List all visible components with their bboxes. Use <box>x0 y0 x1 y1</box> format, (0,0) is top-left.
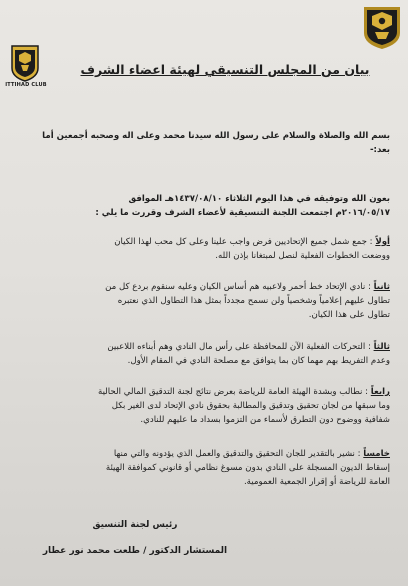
item-label: ثالثاً <box>373 342 390 352</box>
item-label: خامساً <box>363 449 390 459</box>
ittihad-club-logo-right <box>361 4 403 50</box>
item-text-line: وعدم التفريط بهم مهما كان بما يتوافق مع مصلحة النادي في المقام الأول. <box>127 356 390 366</box>
intro-line-2: ٢٠١٦/٠٥/١٧م اجتمعت اللجنة التنسيقية لأعضاء الشرف وقررت ما يلي : <box>95 208 390 218</box>
club-crest-icon <box>10 44 40 82</box>
ittihad-club-logo-left <box>5 44 47 88</box>
item-label: ثانياً <box>373 282 390 292</box>
club-name-text: ITTIHAD CLUB <box>5 82 47 88</box>
signature-name: المستشار الدكتور / طلعت محمد نور عطار <box>42 546 228 556</box>
greeting-line-1: بسم الله والصلاة والسلام على رسول الله سيدنا محمد وعلى اله وصحبه أجمعين أما <box>42 131 390 141</box>
club-emblem-icon <box>361 4 403 50</box>
item-text: : نطالب وبشدة الهيئة العامة للرياضة بعرض نتائج لجنة التدقيق المالي الحالية <box>97 387 369 397</box>
list-item <box>20 386 390 400</box>
item-text-line: تطاول عليهم إعلامياً وشخصياً ولن نسمح مجدداً بمثل هذا التطاول الذي نعتبره <box>117 296 390 306</box>
list-item <box>20 448 390 462</box>
list-item <box>20 341 390 355</box>
item-text-line: تطاول على هذا الكيان. <box>308 310 390 320</box>
item-text-line: وما سبقها من لجان تحقيق وتدقيق والمطالبة بحقوق نادي الإتحاد لدى الغير بكل <box>111 401 390 411</box>
item-text-line: ووضعت الخطوات الفعلية لنصل لمبتغانا بإذن الله. <box>215 251 390 261</box>
item-text-line: إسقاط الديون المسجلة على النادي بدون مسوغ نظامي أو قانوني كموافقة الهيئة <box>105 463 390 473</box>
intro-line-1: بعون الله وتوفيقه في هذا اليوم الثلاثاء ١٤٣٧/٠٨/١٠هـ الموافق <box>128 194 390 204</box>
signature-title: رئيس لجنة التنسيق <box>92 520 178 530</box>
item-text: : نشير بالتقدير للجان التحقيق والتدقيق والعمل الذي يؤدونه والتي منها <box>113 449 361 459</box>
item-label: رابعاً <box>370 387 390 397</box>
list-item <box>20 281 390 295</box>
document-title: بيان من المجلس التنسيقي لهيئة اعضاء الشرف <box>80 62 370 77</box>
item-label: أولاً <box>375 237 390 247</box>
list-item <box>20 236 390 250</box>
item-text-line: العامة للرياضة أو إقرار الجمعية العمومية. <box>243 477 390 487</box>
item-text: : جمع شمل جميع الإتحاديين فرض واجب علينا وعلى كل محب لهذا الكيان <box>114 237 373 247</box>
item-text: : التحركات الفعلية الآن للمحافظة على رأس مال النادي وهم أبناءه اللاعبين <box>107 342 371 352</box>
greeting-line-2: بعد:- <box>369 145 390 155</box>
item-text-line: شفافية ووضوح دون التطرق لأسماء من التزموا بسداد ما عليهم للنادي. <box>140 415 390 425</box>
item-text: : نادي الإتحاد خط أحمر ولاعبيه هم أساس الكيان وعليه سنقوم بردع كل من <box>105 282 371 292</box>
